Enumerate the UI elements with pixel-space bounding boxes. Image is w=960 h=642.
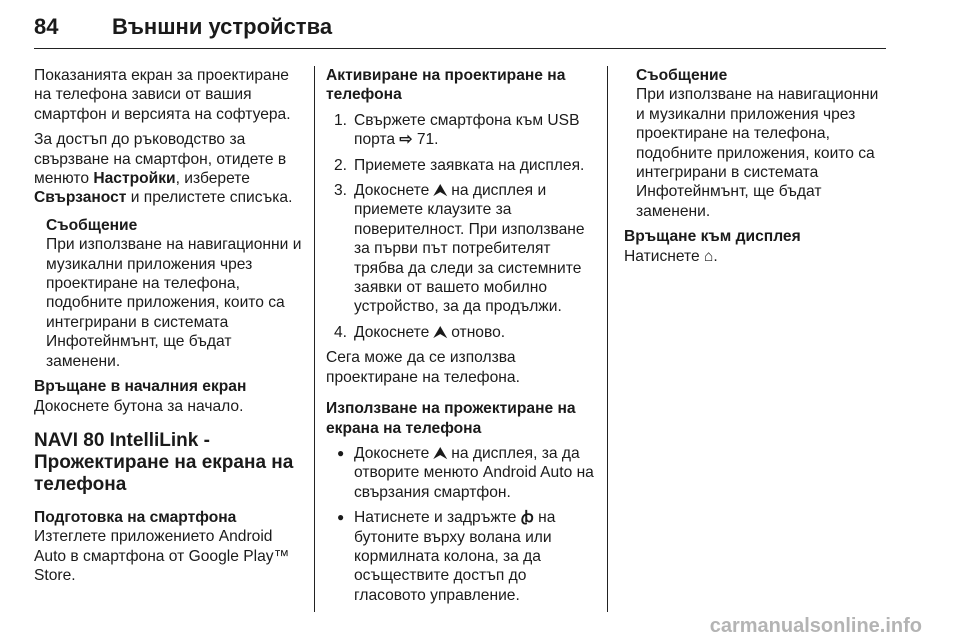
return-display-text-b: . [713, 247, 718, 265]
note-title: Съобщение [636, 67, 728, 84]
step-item [326, 156, 596, 175]
connectivity-label: Свързаност [34, 189, 127, 207]
phone-projection-icon: ⮝ [433, 444, 447, 462]
column-divider-left [314, 66, 315, 612]
section-title: NAVI 80 IntelliLink - Прожектиране на екрана на телефона [34, 429, 294, 495]
access-text-a: За достъп до ръководство за свързване на смартфон, отидете в менюто [34, 131, 287, 188]
bullet-text: Натиснете и задръжте [354, 509, 521, 527]
step-text: Приемете заявката на дисплея. [354, 156, 585, 174]
step-item [326, 181, 596, 317]
after-activation-text: Сега може да се използва проектиране на телефона. [326, 349, 520, 386]
header-rule [34, 48, 886, 49]
step-text-b: 71. [412, 131, 439, 149]
column-1 [34, 66, 306, 586]
step-text: Докоснете [354, 323, 434, 341]
step-text: Докоснете [354, 182, 434, 200]
note-block [624, 66, 890, 221]
watermark: carmanualsonline.info [709, 615, 922, 637]
voice-control-icon: ꞗ [520, 509, 534, 527]
step-number: 4. [334, 323, 348, 341]
step-text: Свържете смартфона към USB порта [354, 111, 580, 149]
bullet-text: Докоснете [354, 444, 434, 462]
activation-steps [326, 111, 596, 342]
bullet-item [326, 508, 596, 605]
return-home-text: Докоснете бутона за начало. [34, 397, 244, 415]
phone-projection-icon: ⮝ [433, 323, 447, 341]
phone-projection-icon: ⮝ [433, 182, 447, 200]
step-number: 2. [334, 156, 348, 174]
column-3 [624, 66, 890, 266]
prepare-text: Изтеглете приложението Android Auto в смартфона от Google Play™ Store. [34, 528, 290, 585]
return-display-heading: Връщане към дисплея [624, 228, 801, 246]
step-number: 1. [334, 111, 348, 129]
bullet-text-b: на бутоните върху волана или кормилната колона, за да осъществите достъп до гласовото управление. [354, 509, 556, 604]
chapter-title: Външни устройства [112, 14, 333, 39]
step-text-b: на дисплея и приемете клаузите за поверителност. При използване за първи път потребителят трябва да следи за системните заявки от вашето мобилно устройство, за да продължи. [354, 182, 585, 316]
note-title: Съобщение [46, 216, 138, 234]
access-text-c: , изберете [175, 170, 250, 188]
step-item [326, 111, 596, 150]
bullet-text-b: на дисплея, за да отворите менюто Android Auto на свързания смартфон. [354, 444, 594, 501]
use-heading: Използване на прожектиране на екрана на телефона [326, 400, 576, 437]
bullet-item [326, 444, 596, 502]
column-2 [326, 66, 596, 605]
home-icon: ⌂ [703, 247, 714, 265]
settings-menu-label: Настройки [93, 170, 176, 188]
note-block [34, 216, 306, 371]
access-text-e: и прелистете списъка. [126, 189, 293, 207]
access-paragraph [34, 130, 306, 208]
bullet-icon: ● [337, 510, 345, 525]
prepare-heading: Подготовка на смартфона [34, 508, 237, 526]
step-item [326, 323, 596, 342]
return-home-heading: Връщане в началния екран [34, 378, 247, 396]
activate-heading: Активиране на проектиране на телефона [326, 67, 566, 104]
return-display-text-a: Натиснете [624, 247, 704, 265]
reference-arrow-icon: ⇨ [399, 131, 413, 149]
intro-paragraph: Показанията екран за проектиране на телефона зависи от вашия смартфон и версията на софтуера. [34, 67, 291, 123]
column-divider-right [607, 66, 608, 612]
note-text: При използване на навигационни и музикални приложения чрез проектиране на телефона, подобните приложения, които са интегрирани в системата Инфотейнмънт, ще бъдат заменени. [46, 236, 302, 370]
step-text-b: отново. [446, 323, 506, 341]
return-display-text [624, 247, 890, 266]
note-text: При използване на навигационни и музикални приложения чрез проектиране на телефона, подобните приложения, които са интегрирани в системата Инфотейнмънт, ще бъдат заменени. [636, 86, 879, 220]
page-number: 84 [34, 14, 59, 39]
step-number: 3. [334, 182, 348, 200]
usage-bullets [326, 444, 596, 605]
bullet-icon: ● [337, 445, 345, 460]
